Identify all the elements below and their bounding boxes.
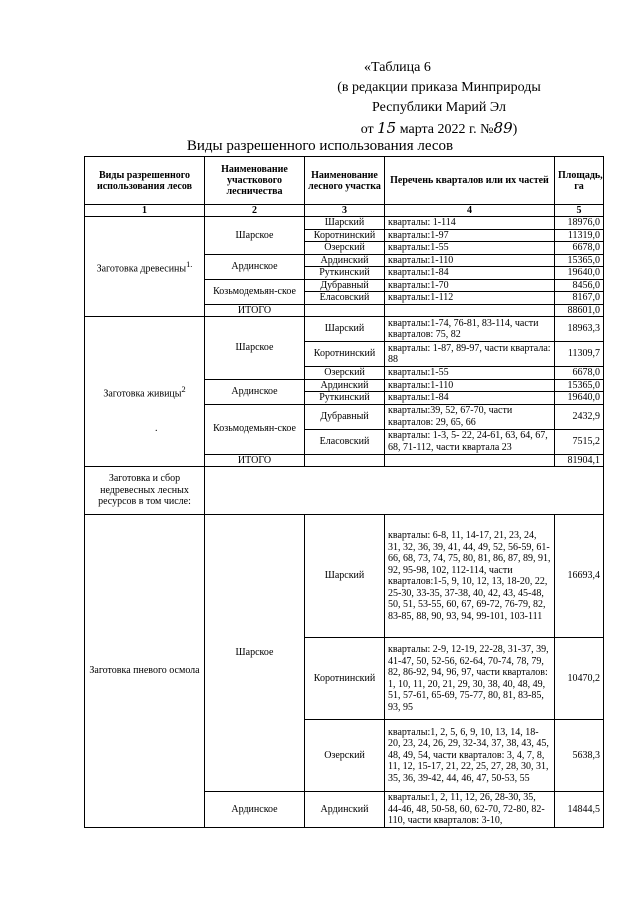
plot-cell: Руткинский	[305, 267, 385, 280]
use-type-label: Заготовка живицы	[103, 387, 182, 399]
quarters-cell: кварталы:1-70	[385, 279, 555, 292]
area-cell: 8456,0	[555, 279, 604, 292]
quarters-cell: кварталы: 1-114	[385, 217, 555, 230]
total-area: 88601,0	[555, 304, 604, 317]
col-header-plot: Наименование лесного участка	[305, 157, 385, 205]
area-cell: 6678,0	[555, 367, 604, 380]
col-header-quarters: Перечень кварталов или их частей	[385, 157, 555, 205]
header-row	[85, 157, 604, 205]
quarters-cell: кварталы:1, 2, 5, 6, 9, 10, 13, 14, 18-20, 23, 24, 26, 29, 32-34, 37, 38, 43, 45, 48, 49, 54, части кварталов: 3, 4, 7, 8, 11, 12, 15-17, 21, 22, 25, 27, 28, 30, 31, 35, 36, 39-42, 44, 46, 47, 50-53, 55	[385, 720, 555, 792]
plot-cell: Еласовский	[305, 429, 385, 454]
forest-use-table	[84, 156, 604, 828]
plot-cell: Дубравный	[305, 279, 385, 292]
area-cell: 7515,2	[555, 429, 604, 454]
plot-cell: Коротнинский	[305, 342, 385, 367]
empty-cell	[385, 454, 555, 467]
plot-cell: Ардинский	[305, 254, 385, 267]
col-header-forestry: Наименование участкового лесничества	[205, 157, 305, 205]
plot-cell: Шарский	[305, 515, 385, 638]
plot-cell: Ардинский	[305, 379, 385, 392]
plot-cell: Шарский	[305, 317, 385, 342]
handwritten-day: 15	[377, 119, 397, 137]
quarters-cell: кварталы:1-112	[385, 292, 555, 305]
use-type-cell: Заготовка пневого осмола	[85, 515, 205, 828]
forestry-cell: Козьмодемьян-ское	[205, 279, 305, 304]
area-cell: 19640,0	[555, 392, 604, 405]
plot-cell: Озерский	[305, 720, 385, 792]
handwritten-number: 89	[493, 119, 513, 137]
footnote-mark: 1.	[186, 259, 193, 269]
forestry-cell: Ардинское	[205, 379, 305, 404]
forestry-cell: Шарское	[205, 515, 305, 792]
area-cell: 8167,0	[555, 292, 604, 305]
empty-cell	[305, 454, 385, 467]
area-cell: 6678,0	[555, 242, 604, 255]
total-area: 81904,1	[555, 454, 604, 467]
quarters-cell: кварталы:1-97	[385, 229, 555, 242]
forestry-cell: Козьмодемьян-ское	[205, 404, 305, 454]
plot-cell: Коротнинский	[305, 229, 385, 242]
area-cell: 5638,3	[555, 720, 604, 792]
plot-cell: Озерский	[305, 242, 385, 255]
col-header-use-type: Виды разрешенного использования лесов	[85, 157, 205, 205]
area-cell: 19640,0	[555, 267, 604, 280]
region-name: Республики Марий Эл	[372, 100, 506, 115]
plot-cell: Дубравный	[305, 404, 385, 429]
date-mid: марта 2022 г. №	[399, 122, 494, 137]
order-date-line	[324, 118, 554, 140]
col-header-area: Площадь, га	[555, 157, 604, 205]
quarters-cell: кварталы:1-110	[385, 379, 555, 392]
area-cell: 18976,0	[555, 217, 604, 230]
plot-cell: Шарский	[305, 217, 385, 230]
table-row	[85, 467, 604, 515]
col-number: 3	[305, 205, 385, 217]
plot-cell: Озерский	[305, 367, 385, 380]
edition-note: (в редакции приказа Минприроды	[337, 80, 541, 95]
area-cell: 10470,2	[555, 638, 604, 720]
col-number: 4	[385, 205, 555, 217]
area-cell: 11309,7	[555, 342, 604, 367]
table-row	[85, 217, 604, 230]
quarters-cell: кварталы:1-84	[385, 392, 555, 405]
table-row	[85, 515, 604, 638]
quarters-cell: кварталы: 6-8, 11, 14-17, 21, 23, 24, 31, 32, 36, 39, 41, 44, 49, 52, 56-59, 61-66, 68, 73, 74, 75, 80, 81, 86, 87, 89, 91, 92, 95-98, 102, 112-114, части кварталов:1-5, 9, 10, 12, 13, 18-20, 22, 25-30, 33-35, 37-38, 40, 42, 43, 45-48, 50, 51, 53-55, 60, 67, 69-72, 76-79, 82, 83-85, 88, 90, 93, 94, 99-101, 103-111	[385, 515, 555, 638]
date-prefix: от	[360, 122, 374, 137]
empty-cell	[205, 467, 604, 515]
forestry-cell: Шарское	[205, 217, 305, 255]
table-ref: «Таблица 6	[364, 60, 431, 75]
quarters-cell: кварталы:1, 2, 11, 12, 26, 28-30, 35, 44-46, 48, 50-58, 60, 62-70, 72-80, 82-110, части кварталов: 3-10,	[385, 792, 555, 828]
quarters-cell: кварталы:1-74, 76-81, 83-114, части кварталов: 75, 82	[385, 317, 555, 342]
footnote-mark: 2	[181, 384, 186, 394]
quarters-cell: кварталы:39, 52, 67-70, части кварталов: 29, 65, 66	[385, 404, 555, 429]
area-cell: 18963,3	[555, 317, 604, 342]
area-cell: 15365,0	[555, 254, 604, 267]
empty-cell	[385, 304, 555, 317]
use-type-cell	[85, 317, 205, 467]
plot-cell: Руткинский	[305, 392, 385, 405]
area-cell: 16693,4	[555, 515, 604, 638]
total-label: ИТОГО	[205, 454, 305, 467]
col-number: 1	[85, 205, 205, 217]
quarters-cell: кварталы: 1-3, 5- 22, 24-61, 63, 64, 67, 68, 71-112, части квартала 23	[385, 429, 555, 454]
forestry-cell: Шарское	[205, 317, 305, 380]
plot-cell: Еласовский	[305, 292, 385, 305]
quarters-cell: кварталы:1-55	[385, 367, 555, 380]
table-row	[85, 317, 604, 342]
quarters-cell: кварталы: 2-9, 12-19, 22-28, 31-37, 39, 41-47, 50, 52-56, 62-64, 70-74, 78, 79, 82, 86-92, 94, 96, 97, части кварталов: 1, 10, 11, 20, 21, 29, 30, 38, 40, 48, 49, 51, 57-61, 65-69, 75-77, 80, 81, 83-85, 93, 95	[385, 638, 555, 720]
use-type-label: Заготовка древесины	[96, 262, 187, 274]
table-title: Виды разрешенного использования лесов	[186, 138, 454, 154]
area-cell: 15365,0	[555, 379, 604, 392]
total-label: ИТОГО	[205, 304, 305, 317]
area-cell: 11319,0	[555, 229, 604, 242]
col-number-row	[85, 205, 604, 217]
forestry-cell: Ардинское	[205, 254, 305, 279]
quarters-cell: кварталы:1-55	[385, 242, 555, 255]
nonwood-label: Заготовка и сбор недревесных лесных ресурсов в том числе:	[85, 467, 205, 515]
area-cell: 2432,9	[555, 404, 604, 429]
quarters-cell: кварталы:1-84	[385, 267, 555, 280]
quarters-cell: кварталы:1-110	[385, 254, 555, 267]
document-header	[324, 58, 554, 140]
plot-cell: Ардинский	[305, 792, 385, 828]
use-type-cell	[85, 217, 205, 317]
area-cell: 14844,5	[555, 792, 604, 828]
plot-cell: Коротнинский	[305, 638, 385, 720]
empty-cell	[305, 304, 385, 317]
col-number: 2	[205, 205, 305, 217]
date-suffix: )	[512, 122, 518, 137]
col-number: 5	[555, 205, 604, 217]
forestry-cell: Ардинское	[205, 792, 305, 828]
stray-mark: .	[155, 423, 158, 434]
quarters-cell: кварталы: 1-87, 89-97, части квартала: 88	[385, 342, 555, 367]
